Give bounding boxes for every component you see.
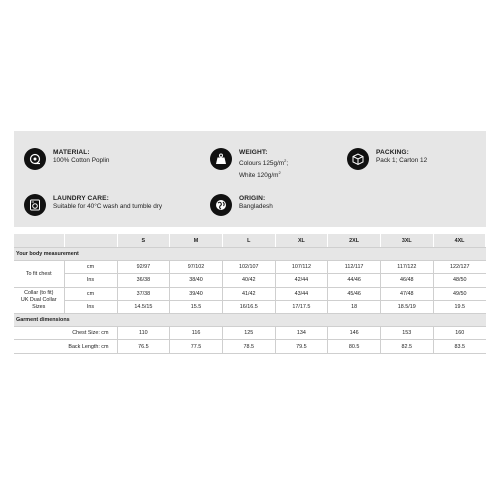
table-cell: 160 — [433, 327, 486, 340]
section-title: Your body measurement — [14, 248, 486, 261]
table-cell: 18 — [328, 300, 381, 313]
table-cell: 107/112 — [275, 261, 328, 274]
row-label: Back Length: cm — [14, 340, 117, 353]
laundry-block — [24, 194, 162, 216]
table-cell: 102/107 — [222, 261, 275, 274]
size-header: L — [222, 234, 275, 248]
table-cell: 49/50 — [433, 287, 486, 300]
table-cell: 79.5 — [275, 340, 328, 353]
table-cell: 112/117 — [328, 261, 381, 274]
table-cell: 82.5 — [380, 340, 433, 353]
table-cell: 146 — [328, 327, 381, 340]
origin-value: Bangladesh — [239, 203, 273, 210]
table-cell: 48/50 — [433, 274, 486, 287]
garment-dimensions-section-row — [14, 314, 486, 327]
body-measurement-section-row — [14, 248, 486, 261]
table-row — [14, 327, 486, 340]
row-label: Collar (to fit) UK Dual Collar Sizes — [14, 287, 64, 314]
table-cell: 41/42 — [222, 287, 275, 300]
section-title: Garment dimensions — [14, 314, 486, 327]
weight-white: White $120g/m^2$ — [239, 169, 281, 179]
table-cell: 45/46 — [328, 287, 381, 300]
table-cell: 76.5 — [117, 340, 170, 353]
table-cell: 46/48 — [380, 274, 433, 287]
size-header: 4XL — [433, 234, 486, 248]
box-icon — [347, 148, 369, 170]
globe-icon — [210, 194, 232, 216]
table-cell: 116 — [170, 327, 223, 340]
row-label: To fit chest — [14, 261, 64, 288]
table-cell: 47/48 — [380, 287, 433, 300]
table-cell: 43/44 — [275, 287, 328, 300]
table-cell: 14.5/15 — [117, 300, 170, 313]
size-header: S — [117, 234, 170, 248]
material-title: MATERIAL: — [53, 149, 90, 156]
table-cell: 44/46 — [328, 274, 381, 287]
product-info-panel — [14, 131, 486, 227]
table-cell: 110 — [117, 327, 170, 340]
size-chart-table — [14, 234, 486, 354]
origin-title: ORIGIN: — [239, 195, 266, 202]
unit-label: Ins — [64, 274, 117, 287]
table-cell: 97/102 — [170, 261, 223, 274]
unit-label: Ins — [64, 300, 117, 313]
table-cell: 134 — [275, 327, 328, 340]
table-cell: 92/97 — [117, 261, 170, 274]
packing-value: Pack 1; Carton 12 — [376, 157, 428, 164]
packing-title: PACKING: — [376, 149, 409, 156]
table-cell: 80.5 — [328, 340, 381, 353]
table-row — [14, 340, 486, 353]
weight-title: WEIGHT: — [239, 149, 268, 156]
unit-label: cm — [64, 261, 117, 274]
table-row — [14, 274, 486, 287]
size-header-row — [14, 234, 486, 248]
table-cell: 42/44 — [275, 274, 328, 287]
origin-block — [210, 194, 273, 216]
table-row — [14, 261, 486, 274]
table-cell: 16/16.5 — [222, 300, 275, 313]
table-cell: 77.5 — [170, 340, 223, 353]
table-cell: 39/40 — [170, 287, 223, 300]
packing-block — [347, 148, 427, 170]
size-header: 3XL — [380, 234, 433, 248]
laundry-value: Suitable for 40°C wash and tumble dry — [53, 203, 163, 210]
material-value: 100% Cotton Poplin — [53, 157, 110, 164]
row-label: Chest Size: cm — [14, 327, 117, 340]
weight-icon — [210, 148, 232, 170]
laundry-title: LAUNDRY CARE: — [53, 195, 109, 202]
table-cell: 36/38 — [117, 274, 170, 287]
weight-block — [210, 148, 288, 180]
table-row — [14, 287, 486, 300]
size-header: 2XL — [328, 234, 381, 248]
size-header: M — [170, 234, 223, 248]
washing-machine-icon — [24, 194, 46, 216]
table-cell: 19.5 — [433, 300, 486, 313]
material-block — [24, 148, 110, 170]
size-header: XL — [275, 234, 328, 248]
table-cell: 38/40 — [170, 274, 223, 287]
fabric-roll-icon — [24, 148, 46, 170]
table-cell: 15.5 — [170, 300, 223, 313]
table-cell: 17/17.5 — [275, 300, 328, 313]
unit-label: cm — [64, 287, 117, 300]
table-cell: 78.5 — [222, 340, 275, 353]
table-cell: 117/122 — [380, 261, 433, 274]
table-cell: 125 — [222, 327, 275, 340]
table-row — [14, 300, 486, 313]
weight-colours: Colours $125g/m^2$; — [239, 158, 289, 168]
table-cell: 40/42 — [222, 274, 275, 287]
table-cell: 122/127 — [433, 261, 486, 274]
table-cell: 37/38 — [117, 287, 170, 300]
table-cell: 83.5 — [433, 340, 486, 353]
table-cell: 153 — [380, 327, 433, 340]
table-cell: 18.5/19 — [380, 300, 433, 313]
